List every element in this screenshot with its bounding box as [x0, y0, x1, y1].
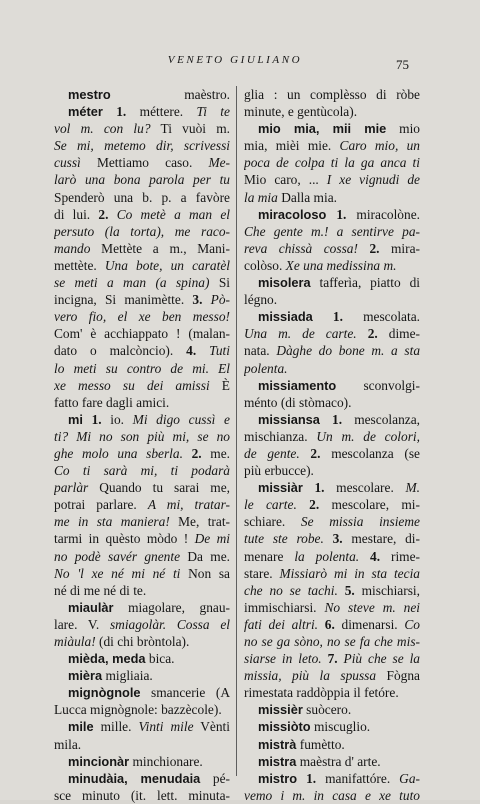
entry-line: [244, 650, 420, 667]
definition-text: Si: [209, 275, 230, 291]
definition-text: tafferìa, piatto di: [310, 275, 420, 291]
definition-text: maèstra d' arte.: [296, 753, 381, 769]
headword: misolera: [258, 275, 311, 291]
entry-line: [54, 633, 230, 650]
definition-text: tarmi in quèsto mòdo !: [54, 531, 195, 547]
entry-line: [54, 513, 230, 530]
definition-text: Mettiamo caso.: [80, 155, 209, 171]
definition-text: potrai parlare.: [54, 497, 148, 513]
example-text: Co: [404, 616, 420, 632]
example-text: Co metè a man el: [116, 206, 230, 222]
example-text: no podè savér gnente: [54, 548, 181, 564]
entry-headline: [244, 701, 420, 718]
example-text: poca de colpa ti la ga anca ti: [244, 155, 420, 171]
example-text: Dàghe do bone m. a sta: [276, 343, 420, 359]
headword: mistro: [258, 770, 298, 786]
entry-line: [244, 445, 420, 462]
example-text: Tuti: [209, 343, 230, 359]
definition-text: io.: [101, 411, 133, 427]
entry-line: [244, 223, 420, 240]
definition-text: glia : un complèsso di ròbe: [244, 87, 420, 102]
entry-line: [244, 633, 420, 650]
definition-text: mischiarsi,: [354, 582, 420, 598]
definition-text: colòso.: [244, 257, 286, 273]
entry-line: [54, 479, 230, 496]
example-text: vemo i m. in casa e xe tuto: [244, 787, 420, 803]
example-text: polenta.: [244, 360, 288, 376]
example-text: Ti te: [196, 104, 230, 120]
entry-headline: [54, 753, 230, 770]
definition-text: menare: [244, 548, 295, 564]
definition-text: [318, 617, 325, 632]
entry-line: [54, 189, 230, 206]
sense-number: 1.: [314, 480, 325, 496]
headword: mincionàr: [68, 753, 130, 769]
entry-headline: [244, 753, 420, 770]
definition-text: miscuglio.: [310, 719, 371, 735]
example-text: vol m. con lu?: [54, 121, 151, 137]
entry-headline: [54, 718, 230, 735]
entry-line: [244, 394, 420, 411]
definition-text: Mettète a m., Mani-: [90, 240, 230, 256]
entry-line: [244, 684, 420, 701]
entry-headline: [54, 86, 230, 103]
definition-text: ménto (di stòmaco).: [244, 394, 352, 410]
entry-line: [54, 565, 230, 582]
definition-text: mescolanza (se: [320, 445, 420, 461]
entry-line: [244, 257, 420, 274]
example-text: Pò-: [210, 292, 230, 308]
entry-line: [54, 496, 230, 513]
definition-text: [324, 531, 333, 546]
example-text: tute ste robe.: [244, 531, 324, 547]
entry-line: [54, 120, 230, 137]
example-text: Caro mio, un: [339, 138, 420, 154]
entry-line: [244, 137, 420, 154]
sense-number: 7.: [327, 651, 338, 667]
example-text: la mia: [244, 189, 278, 205]
definition-text: mestare, di-: [342, 531, 420, 547]
definition-text: [326, 207, 336, 222]
entry-line: [54, 325, 230, 342]
definition-text: mescolanza,: [342, 411, 420, 427]
entry-line: [54, 274, 230, 291]
example-text: fati dei altri.: [244, 616, 319, 632]
headword: mestro: [68, 87, 111, 102]
definition-text: nata.: [244, 343, 277, 359]
sense-number: 2.: [191, 445, 202, 461]
example-text: siarse in leto.: [244, 651, 322, 667]
entry-headline: [244, 120, 420, 137]
entry-line: [54, 394, 230, 411]
definition-text: [320, 412, 332, 427]
headword: missiansa: [258, 411, 320, 427]
entry-line: [54, 445, 230, 462]
example-text: che no se tachi.: [244, 582, 338, 598]
definition-text: miracolòne.: [346, 206, 420, 222]
definition-text: sconvolgi-: [336, 377, 420, 393]
headword: méter: [68, 104, 103, 120]
headword: mio mia, mii mie: [258, 121, 387, 137]
entry-headline: [244, 274, 420, 291]
headword: mièda, meda: [68, 651, 146, 667]
entry-headline: [54, 667, 230, 684]
definition-text: Ti vuòi m.: [150, 121, 230, 137]
definition-text: mescolare.: [324, 480, 406, 496]
definition-text: fumètto.: [296, 736, 345, 752]
entry-headline: [244, 479, 420, 496]
entry-line: [244, 428, 420, 445]
example-text: Che gente m.! a sentirve pa-: [244, 223, 420, 239]
definition-text: [108, 207, 116, 222]
entry-line: [244, 103, 420, 120]
entry-line: [244, 667, 420, 684]
example-text: Co ti sarà mi, ti podarà: [54, 463, 230, 479]
running-head: [0, 50, 480, 70]
entry-line: [54, 206, 230, 223]
definition-text: sce minuto (it. lett. minuta-: [54, 787, 230, 803]
example-text: se meti a man (a spina): [54, 275, 210, 291]
definition-text: minchionare.: [129, 753, 203, 769]
entry-line: [54, 291, 230, 308]
definition-text: rime-: [380, 548, 420, 564]
definition-text: dimenarsi.: [334, 616, 405, 632]
definition-text: mio: [386, 121, 420, 137]
example-text: lo meti su contro de mi. El: [54, 360, 230, 376]
definition-text: di lui.: [54, 206, 99, 222]
definition-text: Vènti: [193, 719, 230, 735]
entry-line: [244, 240, 420, 257]
definition-text: maèstro.: [110, 87, 230, 102]
entry-headline: [54, 411, 230, 428]
definition-text: dime-: [377, 326, 420, 342]
example-text: reva chissà cossa!: [244, 240, 358, 256]
definition-text: mila.: [54, 736, 82, 752]
definition-text: mille.: [93, 719, 139, 735]
entry-line: [244, 496, 420, 513]
left-column: [54, 86, 230, 804]
entry-headline: [244, 736, 420, 753]
entry-line: [54, 736, 230, 753]
entry-headline: [244, 718, 420, 735]
definition-text: Fògna: [376, 668, 420, 684]
definition-text: [357, 326, 368, 341]
entry-line: [54, 428, 230, 445]
example-text: Un m. de colori,: [316, 428, 420, 444]
definition-text: (di chi bròntola).: [95, 634, 190, 649]
example-text: smiagolàr. Cossa el: [109, 616, 230, 632]
definition-text: Me, trat-: [169, 514, 230, 530]
entry-line: [244, 787, 420, 804]
definition-text: È: [209, 377, 230, 393]
sense-number: 1.: [306, 770, 317, 786]
example-text: no se ga sòno, no se fa che mis-: [244, 634, 420, 649]
definition-text: manifattóre.: [316, 770, 400, 786]
example-text: me in sta maniera!: [54, 514, 170, 530]
sense-number: 2.: [369, 240, 380, 256]
entry-line: [54, 616, 230, 633]
definition-text: mettète.: [54, 257, 105, 273]
entry-line: [54, 548, 230, 565]
example-text: Me-: [208, 155, 230, 171]
headword: minudàia, menudaia: [68, 770, 201, 786]
example-text: Mi digo cussì e: [132, 411, 230, 427]
example-text: cussì: [54, 155, 81, 171]
example-text: A mi, tratar-: [147, 497, 230, 513]
headword: missièr: [258, 702, 303, 718]
headword: mistrà: [258, 736, 297, 752]
example-text: De mi: [194, 531, 230, 547]
sense-number: 6.: [324, 616, 335, 632]
definition-text: méttere.: [126, 104, 197, 120]
entry-line: [244, 599, 420, 616]
sense-number: 1.: [332, 411, 343, 427]
entry-line: [54, 223, 230, 240]
definition-text: Non sa: [180, 565, 230, 581]
headword: mistra: [258, 753, 297, 769]
column-rule: [236, 86, 237, 776]
entry-line: [54, 171, 230, 188]
entry-line: [244, 360, 420, 377]
entry-headline: [244, 377, 420, 394]
example-text: Se mi, metemo dir, scrivessi: [54, 138, 230, 154]
example-text: M.: [405, 480, 420, 496]
sense-number: 5.: [344, 582, 355, 598]
entry-headline: [54, 599, 230, 616]
entry-headline: [54, 684, 230, 701]
definition-text: [202, 292, 210, 307]
entry-headline: [54, 650, 230, 667]
example-text: Una m. de carte.: [244, 326, 357, 342]
definition-text: schiare.: [244, 514, 301, 530]
example-text: Vinti mile: [138, 719, 194, 735]
definition-text: [83, 412, 92, 427]
definition-text: [300, 446, 311, 461]
headword: miracoloso: [258, 206, 327, 222]
definition-text: Dalla mia.: [277, 189, 337, 205]
example-text: le carte.: [244, 497, 297, 513]
definition-text: Spenderò una b. p. a favòre: [54, 189, 230, 205]
definition-text: mescolata.: [342, 309, 420, 325]
entry-line: [54, 462, 230, 479]
example-text: ghe molo una sberla.: [54, 445, 183, 461]
definition-text: mescolare, mi-: [319, 497, 420, 513]
headword: mièra: [68, 668, 103, 684]
entry-line: [244, 171, 420, 188]
definition-text: [297, 497, 309, 512]
entry-headline: [244, 308, 420, 325]
example-text: de gente.: [244, 445, 300, 461]
definition-text: [303, 480, 315, 495]
sense-number: 3.: [332, 531, 343, 547]
definition-text: mia, mièi mie.: [244, 138, 340, 154]
sense-number: 4.: [370, 548, 381, 564]
sense-number: 4.: [186, 343, 197, 359]
example-text: la polenta.: [294, 548, 360, 564]
definition-text: me.: [201, 445, 230, 461]
sense-number: 3.: [192, 292, 203, 308]
definition-text: pé-: [200, 770, 230, 786]
entry-line: [54, 787, 230, 804]
entry-headline: [54, 770, 230, 787]
definition-text: fatto fare dagli amici.: [54, 394, 170, 410]
definition-text: rimestata raddòppia il fetóre.: [244, 685, 399, 701]
sense-number: 2.: [310, 445, 321, 461]
example-text: Se missia insieme: [300, 514, 420, 530]
headword: missiàr: [258, 480, 303, 496]
sense-number: 2.: [309, 497, 320, 513]
example-text: Ga-: [399, 770, 420, 786]
example-text: Più che se la: [343, 651, 420, 667]
definition-text: incigna, Si manimètte.: [54, 292, 193, 308]
entry-headline: [244, 770, 420, 787]
example-text: Xe una medissina m.: [285, 257, 397, 273]
definition-text: minute, e gentùcola).: [244, 104, 358, 120]
definition-text: mira-: [379, 240, 420, 256]
entry-line: [244, 154, 420, 171]
example-text: I xe vignudi de: [326, 172, 420, 188]
definition-text: Lucca mignògnole: bazzècole).: [54, 702, 222, 718]
headword: missiòto: [258, 719, 311, 735]
definition-text: immischiarsi.: [244, 599, 325, 615]
example-text: mando: [54, 240, 91, 256]
sense-number: 1.: [336, 206, 347, 222]
entry-line: [54, 154, 230, 171]
example-text: No 'l xe né mi né ti: [54, 565, 181, 581]
entry-line: [244, 530, 420, 547]
headword: mignògnole: [68, 685, 141, 701]
sense-number: 1.: [116, 104, 127, 120]
entry-line: [54, 377, 230, 394]
definition-text: suòcero.: [302, 702, 352, 718]
entry-line: [244, 548, 420, 565]
example-text: miàula!: [54, 634, 96, 649]
definition-text: [297, 771, 306, 786]
definition-text: [183, 446, 192, 461]
entry-line: [54, 360, 230, 377]
entry-line: [54, 240, 230, 257]
example-text: Una bote, un caratèl: [104, 257, 230, 273]
example-text: missia, più la spussa: [244, 668, 377, 684]
example-text: Missiarò mi in sta tecia: [279, 565, 420, 581]
right-column: [244, 86, 420, 804]
sense-number: 2.: [98, 206, 109, 222]
example-text: persuto (la torta), me raco-: [54, 223, 230, 239]
entry-line: [244, 582, 420, 599]
definition-text: [196, 343, 209, 358]
definition-text: bica.: [145, 651, 175, 667]
definition-text: légno.: [244, 292, 278, 308]
entry-line: [244, 86, 420, 103]
definition-text: più erbucce).: [244, 463, 314, 479]
entry-line: [244, 291, 420, 308]
definition-text: migliaia.: [102, 668, 153, 684]
entry-line: [54, 342, 230, 359]
definition-text: dato o malcòncio).: [54, 343, 187, 359]
definition-text: Com' è acchiappato ! (malan-: [54, 326, 230, 342]
definition-text: mischianza.: [244, 428, 317, 444]
headword: mi: [68, 411, 83, 427]
example-text: larò una bona parola per tu: [54, 172, 230, 188]
entry-line: [54, 137, 230, 154]
entry-headline: [54, 103, 230, 120]
page-number: 75: [396, 57, 409, 72]
definition-text: [359, 549, 370, 564]
definition-text: [103, 104, 116, 119]
entry-line: [54, 582, 230, 599]
entry-line: [244, 565, 420, 582]
entry-line: [54, 530, 230, 547]
entry-line: [54, 257, 230, 274]
definition-text: [313, 309, 333, 324]
headword: mile: [68, 719, 94, 735]
entry-line: [244, 325, 420, 342]
entry-headline: [244, 411, 420, 428]
entry-headline: [244, 206, 420, 223]
entry-line: [244, 513, 420, 530]
definition-text: miagolare, gnau-: [113, 599, 230, 615]
example-text: No steve m. nei: [324, 599, 420, 615]
headword: missiamento: [258, 377, 337, 393]
definition-text: [338, 583, 345, 598]
sense-number: 2.: [367, 326, 378, 342]
running-title: VENETO GIULIANO: [167, 54, 303, 66]
entry-line: [244, 462, 420, 479]
definition-text: Da me.: [180, 548, 230, 564]
sense-number: 1.: [332, 309, 343, 325]
entry-line: [244, 342, 420, 359]
definition-text: smancerie (A: [140, 685, 230, 701]
definition-text: né di me né di te.: [54, 582, 147, 598]
definition-text: lare. V.: [54, 616, 110, 632]
example-text: ti? Mi no son più mi, se no: [54, 428, 230, 444]
entry-line: [54, 701, 230, 718]
example-text: parlàr: [54, 480, 89, 496]
example-text: xe messo su dei amissi: [54, 377, 210, 393]
headword: missiada: [258, 309, 313, 325]
entry-line: [244, 189, 420, 206]
definition-text: Quando tu sarai me,: [88, 480, 230, 496]
definition-text: Mio caro, ...: [244, 172, 327, 188]
headword: miaulàr: [68, 599, 114, 615]
entry-line: [54, 308, 230, 325]
entry-line: [244, 616, 420, 633]
sense-number: 1.: [91, 411, 102, 427]
definition-text: [358, 241, 369, 256]
definition-text: stare.: [244, 565, 280, 581]
example-text: vero fio, el xe ben messo!: [54, 309, 230, 325]
